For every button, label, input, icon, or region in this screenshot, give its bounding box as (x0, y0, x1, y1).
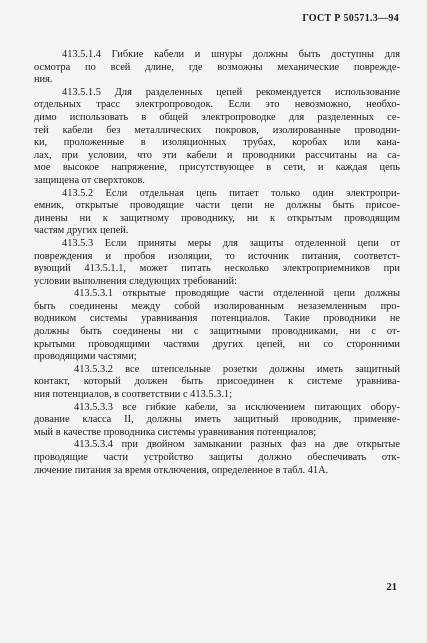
text-line: 413.5.3.3 все гибкие кабели, за исключением питающих обору- (74, 401, 400, 413)
text-line: частям других цепей. (34, 225, 129, 237)
text-line: должны быть соединены ни с защитными проводниками, ни с от- (34, 326, 400, 338)
text-line: 413.5.1.5 Для разделенных цепей рекомендуется использование (62, 86, 400, 98)
text-line: 413.5.2 Если отдельная цепь питает только один электропри- (62, 187, 400, 199)
paragraph-p413533 (34, 402, 400, 440)
text-line: вующий 413.5.1.1, может питать несколько электроприемников при (34, 263, 400, 275)
text-line: мый в качестве проводника системы уравнивания потенциалов; (34, 426, 317, 438)
text-line: быть соединены между собой изолированным незаземленным про- (34, 300, 400, 312)
text-line: дование класса II, должны иметь защитный проводник, применяе- (34, 414, 400, 426)
text-line: отдельных трасс электропроводок. Если это невозможно, необхо- (34, 99, 400, 111)
text-line: ния. (34, 74, 53, 86)
text-line: 413.5.3.1 открытые проводящие части отделенной цепи должны (74, 288, 400, 300)
text-line: мое высокое напряжение, присутствующее в сети, и каждая цепь (34, 162, 400, 174)
text-line: осмотра по всей длине, где возможны механические поврежде- (34, 61, 400, 73)
text-line: 413.5.3.2 все штепсельные розетки должны иметь защитный (74, 363, 400, 375)
text-line: повреждения и пробоя изоляции, то источник питания, соответст- (34, 250, 400, 262)
page-header-standard: ГОСТ Р 50571.3—94 (302, 13, 399, 24)
text-line: водником системы уравнивания потенциалов. Такие проводники не (34, 313, 400, 325)
paragraph-p413532 (34, 364, 400, 402)
text-line: крытыми проводящими частями других цепей, ни со сторонними (34, 338, 400, 350)
text-line: тей кабели без металлических покровов, изолированные проводни- (34, 124, 400, 136)
text-line: ки, проложенные в изоляционных трубах, коробах или кана- (34, 137, 400, 149)
paragraph-p413531 (34, 288, 400, 364)
text-line: 413.5.3 Если приняты меры для защиты отделенной цепи от (62, 237, 400, 249)
text-line: проводящие части устройство защиты должно обеспечивать отк- (34, 452, 400, 463)
page-number: 21 (386, 582, 397, 593)
text-line: защищена от сверхтоков. (34, 174, 145, 186)
document-body (34, 49, 400, 477)
text-line: лючение питания за время отключения, определенное в табл. 41А. (34, 464, 329, 476)
paragraph-p41352 (34, 188, 400, 238)
paragraph-p413534 (34, 439, 400, 477)
text-line: проводящими частями; (34, 351, 137, 363)
paragraph-p413514 (34, 49, 400, 87)
text-line: 413.5.3.4 при двойном замыкании разных фаз на две открытые (74, 439, 400, 451)
text-line: лах, при условии, что эти кабели и проводники рассчитаны на са- (34, 149, 400, 161)
text-line: ния потенциалов, в соответствии с 413.5.3.1; (34, 389, 233, 401)
paragraph-p41353 (34, 238, 400, 288)
text-line: условии выполнения следующих требований: (34, 275, 237, 287)
text-line: емник, открытые проводящие части цепи не должны быть присое- (34, 200, 400, 212)
paragraph-p413515 (34, 87, 400, 188)
text-line: 413.5.1.4 Гибкие кабели и шнуры должны быть доступны для (62, 49, 400, 60)
text-line: контакт, который должен быть присоединен к системе уравнива- (34, 376, 400, 388)
text-line: димо использовать в общей электропроводке для разделенных се- (34, 111, 400, 123)
text-line: динены ни к защитному проводнику, ни к открытым проводящим (34, 212, 400, 224)
